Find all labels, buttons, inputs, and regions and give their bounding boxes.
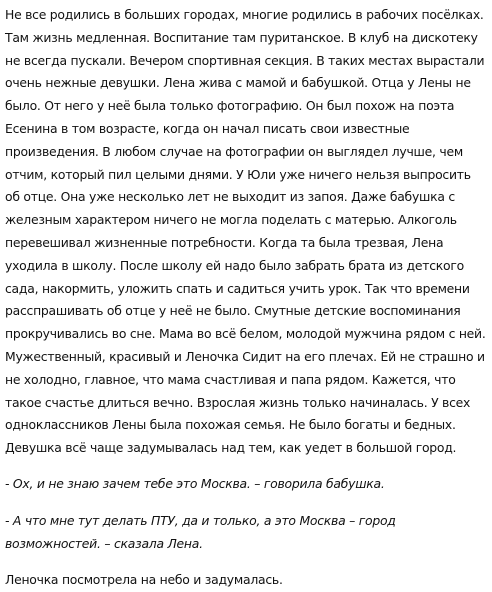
closing-paragraph: Леночка посмотрела на небо и задумалась. [5,572,283,588]
grandmother-dialog-line: - Ох, и не знаю зачем тебе это Москва. – говорила бабушка. [5,475,385,491]
lena-dialog-line: - А что мне тут делать ПТУ, да и только, а это Москва – город возможностей. – сказала Лена. [5,512,396,551]
story-paragraph: Не все родились в больших городах, многие родились в рабочих посёлках. Там жизнь медленная. Воспитание там пуританское. В клуб на дискотеку не всегда пускали. Вечером спортивная секция. В таких местах вырастали очень нежные девушки. Лена жива с мамой и бабушкой. Отца у Лены не было. От него у неё была только фотографию. Он был похож на поэта Есенина в том возрасте, когда он начал писать свои известные произведения. В любом случае на фотографии он выглядел лучше, чем отчим, который пил целыми днями. У Юли уже ничего нельзя выпросить об отце. Она уже несколько лет не выходит из запоя. Даже бабушка с железным характером ничего не могла поделать с матерью. Алкоголь перевешивал жизненные потребности. Когда та была трезвая, Лена уходила в школу. После школу ей надо было забрать брата из детского сада, накормить, уложить спать и садиться учить урок. Так что времени расспрашивать об отце у неё не было. Смутные детские воспоминания прокручивались во сне. Мама во всё белом, молодой мужчина рядом с ней. Мужественный, красивый и Леночка Сидит на его плечах. Ей не страшно и не холодно, главное, что мама счастливая и папа рядом. Кажется, что такое счастье длиться вечно. Взрослая жизнь только начиналась. У всех одноклассников Лены была похожая семья. Не было богаты и бедных. Девушка всё чаще задумывалась над тем, как уедет в большой город. [5,7,486,456]
